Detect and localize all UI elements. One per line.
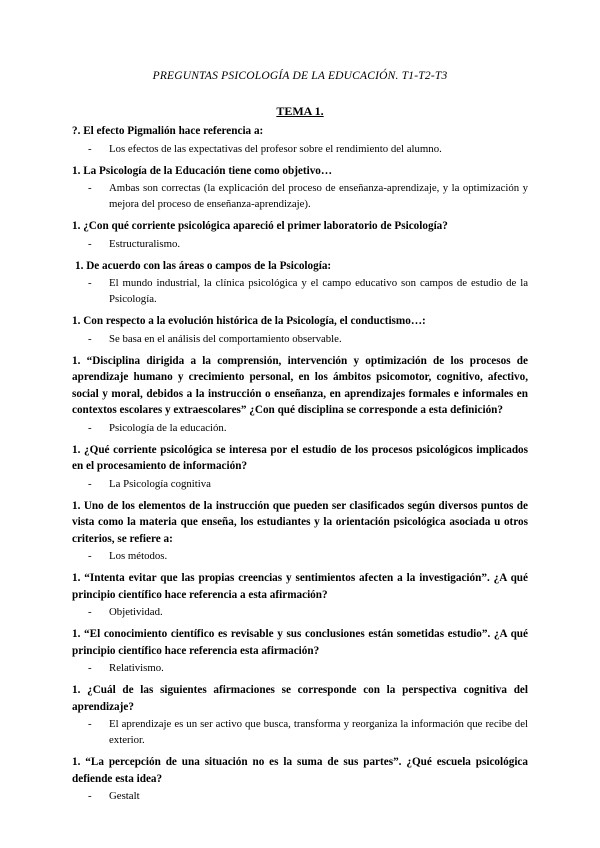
question-block xyxy=(72,498,528,565)
question-text: ?. El efecto Pigmalión hace referencia a: xyxy=(72,125,264,137)
dash-bullet: - xyxy=(88,421,92,434)
answer-item xyxy=(72,420,528,436)
answer-item xyxy=(72,716,528,748)
answer-text: Relativismo. xyxy=(109,662,164,674)
answer-text: El mundo industrial, la clínica psicológica y el campo educativo son campos de estudio de la Psicología. xyxy=(109,277,528,305)
question-block xyxy=(72,626,528,676)
dash-bullet: - xyxy=(88,277,92,289)
question-block xyxy=(72,442,528,492)
question-block xyxy=(72,163,528,213)
question-text: 1. ¿Con qué corriente psicológica apareció el primer laboratorio de Psicología? xyxy=(72,220,448,232)
answer-item xyxy=(72,236,528,252)
dash-bullet: - xyxy=(88,606,92,618)
question-block xyxy=(72,123,528,157)
answer-item xyxy=(72,548,528,564)
question-text: 1. “La percepción de una situación no es la suma de sus partes”. ¿Qué escuela psicológica defiende esta idea? xyxy=(72,756,528,785)
dash-bullet: - xyxy=(88,550,92,562)
dash-bullet: - xyxy=(88,718,92,730)
question-text: 1. “Intenta evitar que las propias creencias y sentimientos afecten a la investigación”. ¿A qué principio científico hace referencia a esta afirmación? xyxy=(72,572,528,601)
dash-bullet: - xyxy=(88,142,92,155)
dash-bullet: - xyxy=(88,237,92,250)
answer-text: El aprendizaje es un ser activo que busca, transforma y reorganiza la información que recibe del exterior. xyxy=(109,718,528,746)
question-block xyxy=(72,570,528,620)
question-block xyxy=(72,313,528,347)
question-text: 1. “El conocimiento científico es revisable y sus conclusiones están sometidas estudio”. ¿A qué principio científico hace referencia esta afirmación? xyxy=(72,628,528,657)
answer-item xyxy=(72,331,528,347)
question-text: 1. De acuerdo con las áreas o campos de la Psicología: xyxy=(75,259,332,272)
answer-text: Estructuralismo. xyxy=(109,237,181,250)
question-block xyxy=(72,754,528,804)
question-text: 1. Uno de los elementos de la instrucción que pueden ser clasificados según diversos puntos de vista como la materia que enseña, los estudiantes y la orientación psicológica asociada u otros criterios, se refiere a: xyxy=(72,499,528,545)
answer-item xyxy=(72,604,528,620)
answer-item xyxy=(72,660,528,676)
dash-bullet: - xyxy=(88,182,92,194)
answer-text: Ambas son correctas (la explicación del proceso de enseñanza-aprendizaje, y la optimización y mejora del proceso de enseñanza-aprendizaje). xyxy=(109,182,528,210)
dash-bullet: - xyxy=(88,477,92,490)
answer-item xyxy=(72,275,528,307)
answer-text: Los efectos de las expectativas del profesor sobre el rendimiento del alumno. xyxy=(109,142,442,155)
question-block xyxy=(72,258,528,308)
question-text: 1. ¿Cuál de las siguientes afirmaciones se corresponde con la perspectiva cognitiva del aprendizaje? xyxy=(72,684,528,713)
answer-text: Psicología de la educación. xyxy=(109,421,227,434)
answer-text: Objetividad. xyxy=(109,606,163,618)
answer-item xyxy=(72,788,528,804)
question-text: 1. La Psicología de la Educación tiene como objetivo… xyxy=(72,164,333,177)
answer-item xyxy=(72,476,528,492)
answer-text: Los métodos. xyxy=(109,550,168,562)
question-text: 1. “Disciplina dirigida a la comprensión, intervención y optimización de los procesos de aprendizaje humano y crecimiento personal, en los ámbitos psicomotor, cognitivo, afectivo, social y moral, debidos a la instrucción o enseñanza, en aprendizajes formales e informales en contextos escolares y extraescolares” ¿Con qué disciplina se corresponde a esta definición? xyxy=(72,354,528,416)
question-text: 1. ¿Qué corriente psicológica se interesa por el estudio de los procesos psicológicos implicados en el procesamiento de información? xyxy=(72,443,528,472)
dash-bullet: - xyxy=(88,662,92,674)
answer-text: Gestalt xyxy=(109,790,140,802)
document-title: PREGUNTAS PSICOLOGÍA DE LA EDUCACIÓN. T1-T2-T3 xyxy=(152,70,448,82)
dash-bullet: - xyxy=(88,790,92,802)
answer-text: La Psicología cognitiva xyxy=(109,477,211,490)
question-text: 1. Con respecto a la evolución histórica de la Psicología, el conductismo…: xyxy=(72,315,426,327)
answer-item xyxy=(72,141,528,157)
section-title: TEMA 1. xyxy=(276,104,324,118)
question-block xyxy=(72,353,528,436)
question-block xyxy=(72,682,528,748)
answer-item xyxy=(72,180,528,212)
question-block xyxy=(72,218,528,252)
dash-bullet: - xyxy=(88,332,92,345)
answer-text: Se basa en el análisis del comportamiento observable. xyxy=(109,332,342,345)
